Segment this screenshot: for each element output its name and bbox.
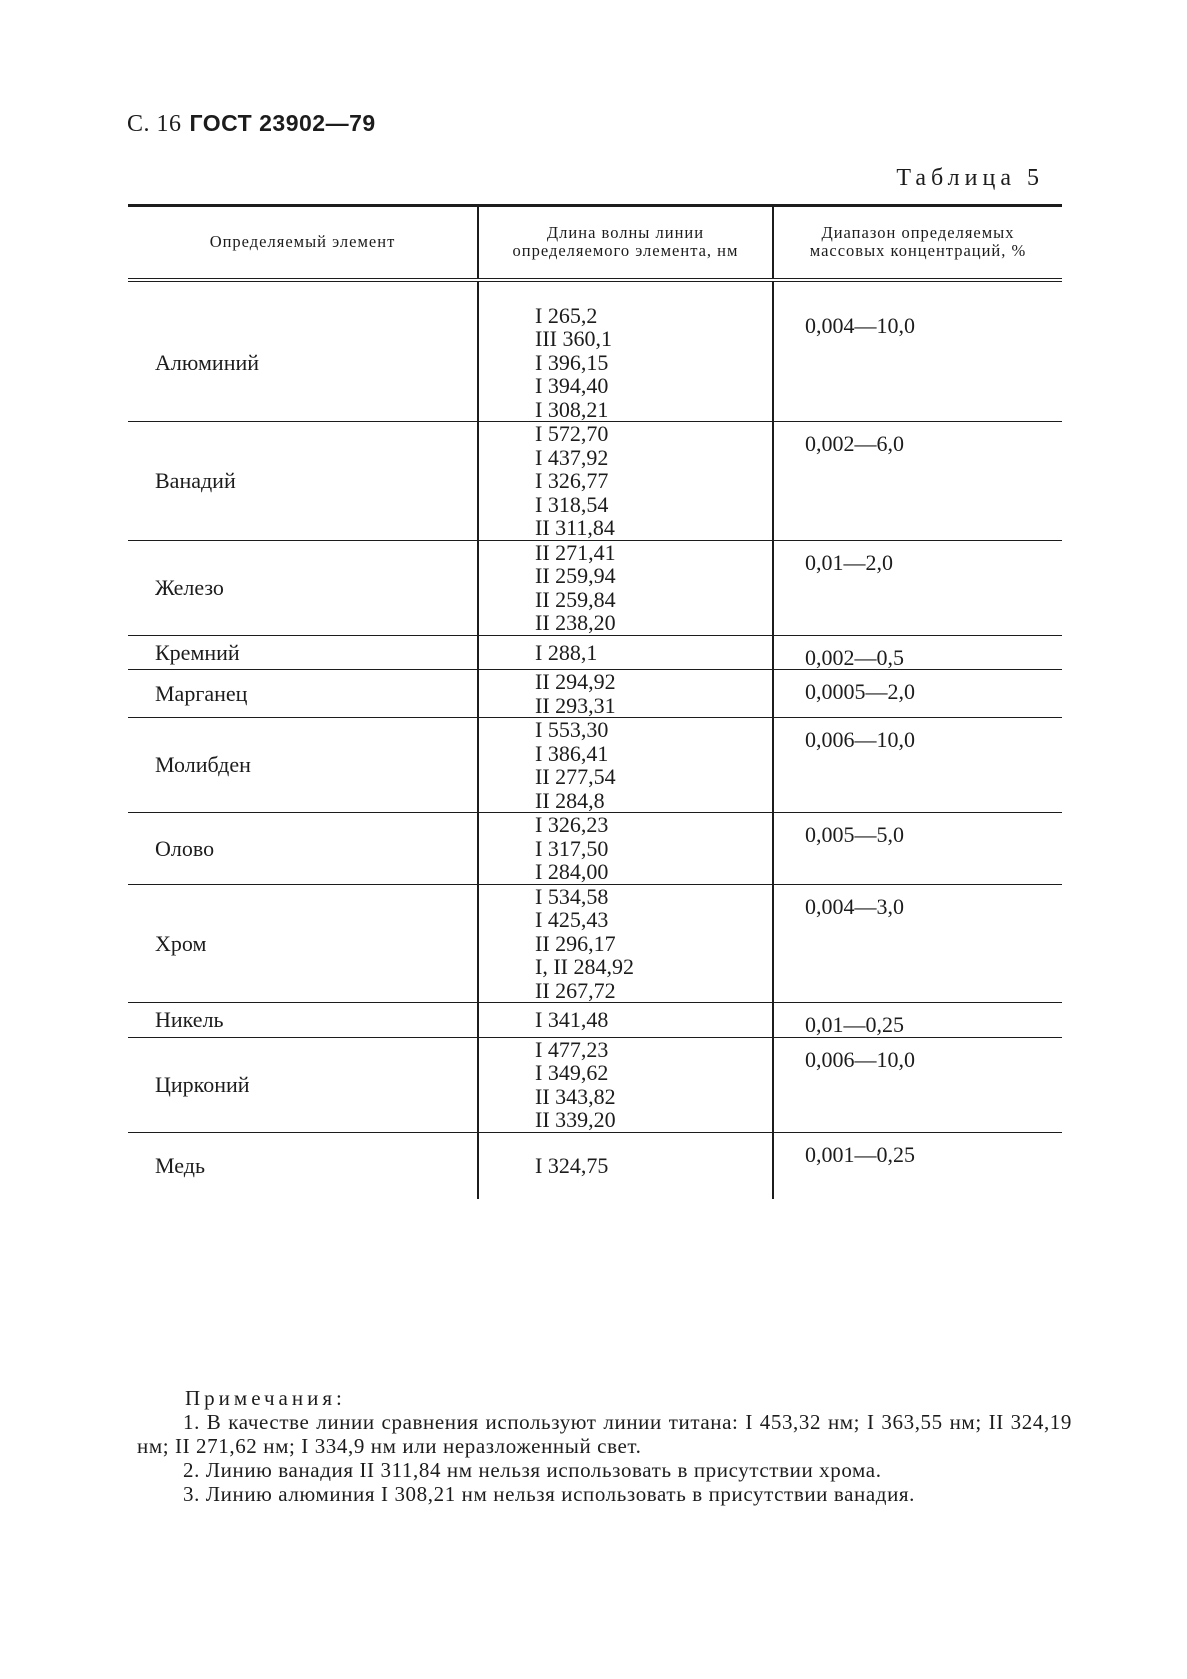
concentration-range-cell [773,884,1062,1003]
note-item: 3. Линию алюминия I 308,21 нм нельзя использовать в присутствии ванадия. [183,1482,916,1506]
wavelength-cell [478,813,773,885]
wavelength-line: II 238,20 [535,610,616,635]
concentration-range-cell [773,1003,1062,1038]
table-row [128,1037,1062,1132]
concentration-range-value: 0,004—3,0 [805,893,904,919]
standard-designation: ГОСТ 23902—79 [189,110,376,136]
header-concentration-range: Диапазон определяемых массовых концентраций, % [773,206,1062,280]
element-name-cell: Медь [155,1152,205,1178]
wavelength-line: I 477,23 [535,1036,609,1062]
wavelength-line: II 296,17 [535,930,616,956]
wavelength-line: II 311,84 [535,515,615,540]
wavelength-line: II 343,82 [535,1083,616,1109]
wavelength-cell [478,540,773,635]
concentration-range-value: 0,006—10,0 [805,727,915,752]
table-row [128,540,1062,635]
concentration-range-cell [773,635,1062,670]
concentration-range-cell [773,813,1062,885]
wavelength-cell [478,1037,773,1132]
note-item: 2. Линию ванадия II 311,84 нм нельзя использовать в присутствии хрома. [183,1458,882,1482]
element-name-cell: Цирконий [128,1037,478,1132]
element-name-cell: Олово [128,813,478,885]
wavelength-cell [478,635,773,670]
table-row [128,280,1062,422]
element-name-cell: Железо [128,540,478,635]
concentration-range-value: 0,001—0,25 [805,1141,915,1167]
table-row [128,813,1062,885]
concentration-range-cell [773,1037,1062,1132]
concentration-range-value: 0,006—10,0 [805,1046,915,1072]
element-name-cell: Алюминий [128,280,478,422]
table-row [128,1132,1062,1199]
concentration-range-cell [773,670,1062,718]
wavelength-line: I 386,41 [535,740,609,766]
table-label: Таблица 5 [896,165,1044,191]
table-header-row [128,206,1062,280]
wavelength-line: II 294,92 [535,669,616,694]
notes-section [137,1386,1072,1506]
wavelength-line: I 553,30 [535,717,609,742]
table-row [128,670,1062,718]
concentration-range-value: 0,002—0,5 [805,644,904,670]
header-element: Определяемый элемент [128,206,478,280]
table-row [128,635,1062,670]
wavelength-line: I 349,62 [535,1060,609,1085]
wavelength-line: I 265,2 [535,302,598,328]
concentration-range-cell [773,1132,1062,1199]
concentration-range-cell [773,422,1062,541]
wavelength-line: II 259,94 [535,563,616,588]
wavelength-line: I 437,92 [535,444,609,470]
wavelength-cell [478,670,773,718]
table-body [128,280,1062,1199]
concentration-range-cell [773,718,1062,813]
wavelength-line: I, II 284,92 [535,954,634,979]
wavelength-line: I 317,50 [535,835,609,861]
wavelength-line: I 318,54 [535,491,609,517]
wavelength-line: II 277,54 [535,764,616,789]
spectral-lines-table [128,204,1062,1199]
wavelength-line: II 293,31 [535,692,616,718]
table-row [128,1003,1062,1038]
header-wavelength: Длина волны линии определяемого элемента, нм [478,206,773,280]
table-row [128,422,1062,541]
concentration-range-value: 0,01—2,0 [805,549,893,575]
concentration-range-value: 0,002—6,0 [805,431,904,456]
wavelength-line: I 534,58 [535,883,609,909]
element-name-cell: Никель [128,1003,478,1038]
wavelength-line: I 572,70 [535,421,609,446]
wavelength-cell [478,1132,773,1199]
concentration-range-value: 0,0005—2,0 [805,679,915,704]
running-head [127,110,376,138]
element-name-cell: Молибден [128,718,478,813]
element-name-cell: Хром [128,884,478,1003]
concentration-range-cell [773,280,1062,422]
page-number: С. 16 [127,111,182,137]
wavelength-line: II 267,72 [535,977,616,1003]
wavelength-line: I 425,43 [535,907,609,932]
wavelength-line: I 284,00 [535,859,609,884]
wavelength-line: I 396,15 [535,349,609,375]
table-row [128,884,1062,1003]
wavelength-line: I 288,1 [535,639,598,665]
concentration-range-value: 0,01—0,25 [805,1012,904,1037]
wavelength-cell [478,1003,773,1038]
notes-title: Примечания: [185,1386,346,1410]
element-name-cell: Марганец [128,670,478,718]
wavelength-line: III 360,1 [535,326,612,351]
wavelength-line: I 341,48 [535,1007,609,1032]
wavelength-line: I 394,40 [535,373,609,398]
wavelength-line: II 271,41 [535,539,616,565]
wavelength-cell [478,422,773,541]
wavelength-line: II 284,8 [535,787,605,813]
wavelength-cell [478,280,773,422]
concentration-range-cell [773,540,1062,635]
wavelength-cell [478,718,773,813]
wavelength-line: I 308,21 [535,396,609,422]
wavelength-cell [478,884,773,1003]
table-row [128,718,1062,813]
wavelength-line: II 339,20 [535,1107,616,1132]
wavelength-line: I 326,23 [535,812,609,837]
concentration-range-value: 0,005—5,0 [805,822,904,847]
concentration-range-value: 0,004—10,0 [805,312,915,338]
element-name-cell: Ванадий [128,422,478,541]
wavelength-line: II 259,84 [535,586,616,612]
wavelength-line: I 326,77 [535,468,609,493]
wavelength-line: I 324,75 [535,1152,609,1178]
note-item: 1. В качестве линии сравнения используют линии титана: I 453,32 нм; I 363,55 нм; II 324,19 нм; II 271,62 нм; I 334,9 нм или неразложенный свет. [137,1410,1072,1458]
element-name-cell: Кремний [128,635,478,670]
